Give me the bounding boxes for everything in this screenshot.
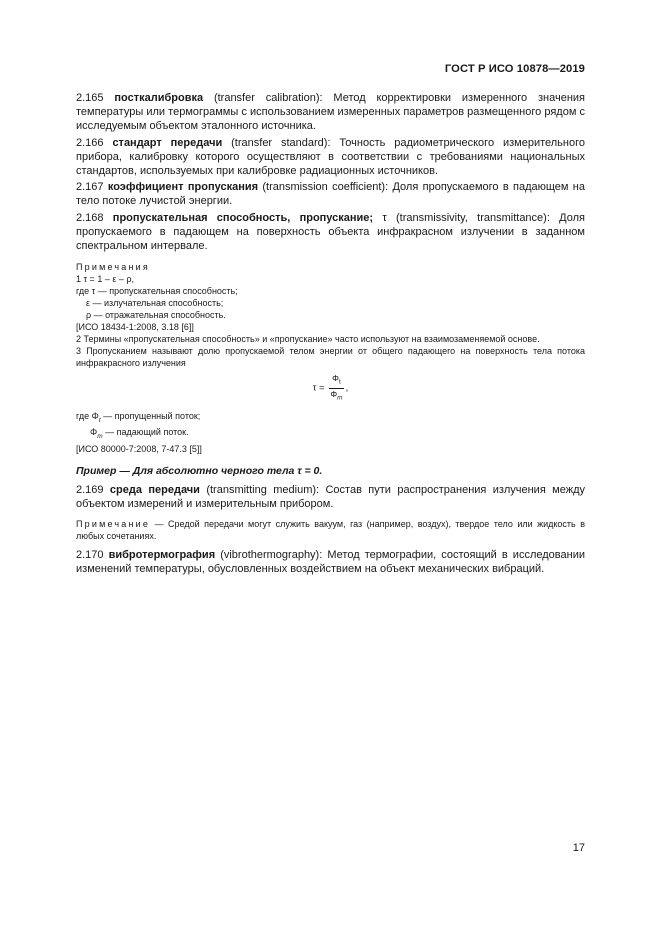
entry-2-169 xyxy=(76,483,585,511)
entry-english: (transfer calibration) xyxy=(213,92,320,104)
notes-block xyxy=(76,261,585,455)
entry-definition: : Доля пропускаемого в падающем на тело потоке лучистой энергии. xyxy=(76,181,585,208)
entry-symbol: τ xyxy=(382,211,387,224)
entry-term: посткалибровка xyxy=(114,92,204,104)
entry-english: (vibrothermography) xyxy=(220,548,320,561)
entry-2-167 xyxy=(76,180,585,208)
where-rho: ρ — отражательная способность. xyxy=(86,310,226,321)
entry-number: 2.165 xyxy=(76,92,104,104)
entry-number: 2.169 xyxy=(76,484,104,497)
formula-denominator: Φ xyxy=(330,388,338,399)
entry-english: (transmission coefficient) xyxy=(262,181,386,194)
entry-english: (transfer standard) xyxy=(231,136,328,149)
where-tau: где τ — пропускательная способность; xyxy=(76,286,238,297)
formula-numerator-sub: t xyxy=(338,378,341,386)
entry-english: (transmitting medium) xyxy=(206,484,317,497)
example-text: Пример — Для абсолютно черного тела τ = 0. xyxy=(76,465,323,478)
note-3: 3 Пропусканием называют долю пропускаемой телом энергии от общего падающего на поверхность тела потока инфракрасного излучения xyxy=(76,346,585,369)
reference-2: [ИСО 80000-7:2008, 7-47.3 [5]] xyxy=(76,444,202,455)
entry-2-165 xyxy=(76,91,585,134)
reference-1: [ИСО 18434-1:2008, 3.18 [6]] xyxy=(76,322,194,333)
entry-term: среда передачи xyxy=(109,484,200,497)
where-phi-t: где $\Phi_t$ — пропущенный поток; xyxy=(76,410,201,424)
entry-definition: : Метод корректировки измеренного значения температуры или термограммы с использованием измеренных параметров размещенного рядом с исследуемым объектом эталонного источника. xyxy=(76,92,585,133)
note-text: — Средой передачи могут служить вакуум, газ (например, воздух), твердое тело или жидкость в любых сочетаниях. xyxy=(76,518,585,541)
entry-term: пропускательная способность, пропускание; xyxy=(112,211,374,224)
notes-heading: Примечания xyxy=(76,262,150,273)
where-epsilon: ε — излучательная способность; xyxy=(86,298,224,309)
note-label: Примечание xyxy=(76,518,151,529)
where-phi-m: $\Phi_m$ — падающий поток. xyxy=(90,427,189,441)
entry-definition: : Точность радиометрического измерительного прибора, калибровку которого осуществляют в соответствии с требованиями национальных стандартов, используемых при калибровке радиационных источников. xyxy=(76,136,585,178)
entry-2-168 xyxy=(76,211,585,254)
document-code: ГОСТ Р ИСО 10878—2019 xyxy=(444,63,585,75)
note-2: 2 Термины «пропускательная способность» и «пропускание» часто используют на взаимозаменяемой основе. xyxy=(76,334,540,345)
note-1-formula: 1 τ = 1 – ε – ρ, xyxy=(76,274,134,285)
page-number: 17 xyxy=(572,842,585,854)
formula-tau xyxy=(76,373,585,403)
formula-denominator-sub: m xyxy=(337,394,343,402)
entry-definition: : Доля пропускаемого в падающем на поверхность объекта инфракрасном излучении в заданном спектральном интервале. xyxy=(76,211,585,253)
entry-2-170 xyxy=(76,548,585,576)
entry-number: 2.166 xyxy=(76,136,104,149)
entry-english: (transmissivity, transmittance) xyxy=(395,211,547,224)
entry-term: коэффициент пропускания xyxy=(107,181,259,194)
formula-numerator: Φ xyxy=(332,373,339,384)
document-body xyxy=(76,91,585,578)
entry-term: вибротермография xyxy=(108,548,216,561)
formula-fraction xyxy=(329,373,343,403)
formula-tail: , xyxy=(345,382,349,394)
entry-number: 2.170 xyxy=(76,548,104,561)
entry-term: стандарт передачи xyxy=(112,136,223,149)
entry-number: 2.167 xyxy=(76,181,104,194)
formula-lhs: τ = xyxy=(312,382,325,394)
entry-definition: : Метод термографии, состоящий в исследовании изменений температуры, обусловленных воздействием на объект механических вибраций. xyxy=(76,548,585,575)
entry-number: 2.168 xyxy=(76,211,104,224)
entry-definition: : Состав пути распространения излучения между объектом измерений и измерительным прибором. xyxy=(76,484,586,511)
note-2-169 xyxy=(76,518,585,542)
entry-2-166 xyxy=(76,136,585,179)
